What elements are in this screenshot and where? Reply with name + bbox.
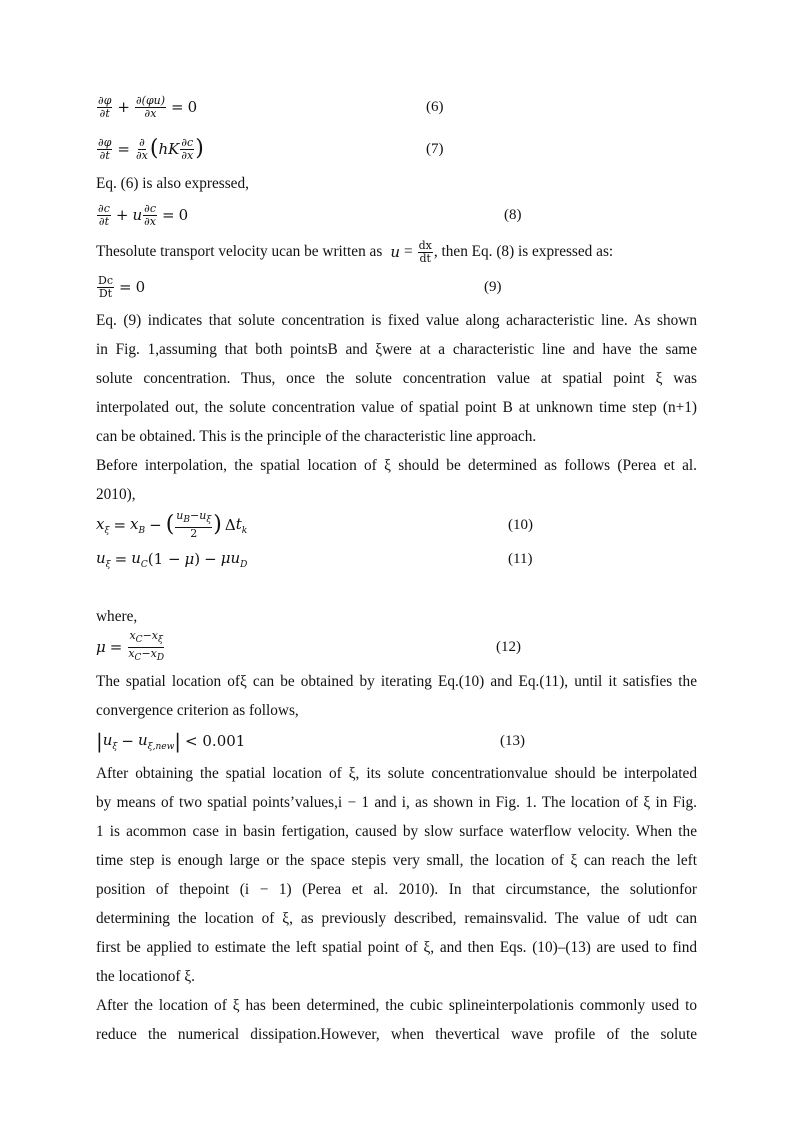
equation-11: $u_\xi$ = $u_C$ (1 − μ ) − $\mu u_D$ (11) [96, 544, 696, 574]
paragraph-line: The spatial location ofξ can be obtained by iterating Eq.(10) and Eq.(11), until it satisfies the [96, 673, 697, 690]
paragraph-line: 1 is acommon case in basin fertigation, caused by slow surface waterflow velocity. When the [96, 823, 697, 840]
paragraph-line: first be applied to estimate the left spatial point of ξ, and then Eqs. (10)–(13) are used to find [96, 939, 697, 956]
paragraph-line: After obtaining the spatial location of ξ, its solute concentrationvalue should be interpolated [96, 765, 697, 782]
paragraph-line: interpolated out, the solute concentration value of spatial point B at unknown time step (n+1) [96, 399, 697, 416]
equation-10: $x_\xi$ = $x_B$ − ( $\frac{u_B-u_\xi}{2}$ ) Δ $t_k$ (10) [96, 509, 533, 540]
equation-number: (12) [496, 639, 521, 655]
equation-number: (13) [500, 733, 525, 749]
paragraph-line: Eq. (9) indicates that solute concentration is fixed value along acharacteristic line. As shown [96, 312, 697, 329]
equation-number: (10) [508, 517, 533, 533]
paragraph-line: Before interpolation, the spatial location of ξ should be determined as follows (Perea et al. [96, 457, 697, 474]
equation-12: μ = $\frac{x_C-x_\xi}{x_C-x_D}$ (12) [96, 629, 521, 663]
paragraph-line: 2010), [96, 486, 136, 503]
paragraph-line: time step is enough large or the space stepis very small, the location of ξ can reach the left [96, 852, 697, 869]
paragraph-line: by means of two spatial points’values,i − 1 and i, as shown in Fig. 1. The location of ξ in Fig. [96, 794, 697, 811]
paragraph-line: solute concentration. Thus, once the solute concentration value at spatial point ξ was [96, 370, 697, 387]
equation-number: (8) [504, 207, 522, 223]
equation-8: $\frac{\partial c}{\partial t}$ + u $\frac{\partial c}{\partial x}$ = 0 (8) [96, 200, 696, 230]
text-line: Eq. (6) is also expressed, [96, 175, 249, 192]
equation-7: $\frac{\partial\varphi}{\partial t}$ = $\frac{\partial}{\partial x}$ ( hK $\frac{\partial c}{\partial x}$ ) (7) [96, 134, 696, 164]
paragraph-line: reduce the numerical dissipation.However, when thevertical wave profile of the solute [96, 1026, 697, 1043]
text-span: Thesolute transport velocity ucan be written as [96, 243, 383, 260]
equation-number: (9) [484, 279, 502, 295]
equation-number: (6) [426, 99, 444, 115]
paragraph-line: determining the location of ξ, as previously described, remainsvalid. The value of udt can [96, 910, 697, 927]
paragraph-line: position of thepoint (i − 1) (Perea et al. 2010). In that circumstance, the solutionfor [96, 881, 697, 898]
paragraph-line: in Fig. 1,assuming that both pointsB and ξwere at a characteristic line and have the same [96, 341, 697, 358]
paragraph-line: the locationof ξ. [96, 968, 195, 985]
equation-13: | $u_\xi$ − $u_{\xi,new}$ | < 0.001 (13) [96, 726, 696, 756]
equation-number: (11) [508, 551, 533, 567]
text-line-inline-eq: Thesolute transport velocity ucan be written as u = $\frac{dx}{dt}$ , then Eq. (8) is expressed as: [96, 238, 614, 265]
equation-rhs: < 0.001 [185, 732, 246, 750]
text-span: , then Eq. (8) is expressed as: [433, 243, 614, 260]
paragraph-line: convergence criterion as follows, [96, 702, 299, 719]
paragraph-line: can be obtained. This is the principle of the characteristic line approach. [96, 428, 537, 445]
equation-number: (7) [426, 141, 444, 157]
text-line: where, [96, 608, 138, 625]
equation-6: $\frac{\partial\varphi}{\partial t}$ + $\frac{\partial(\varphi u)}{\partial x}$ = 0 (6) [96, 92, 696, 122]
equation-9: $\frac{Dc}{Dt}$ = 0 (9) [96, 272, 696, 302]
paragraph-line: After the location of ξ has been determined, the cubic splineinterpolationis commonly used to [96, 997, 697, 1014]
